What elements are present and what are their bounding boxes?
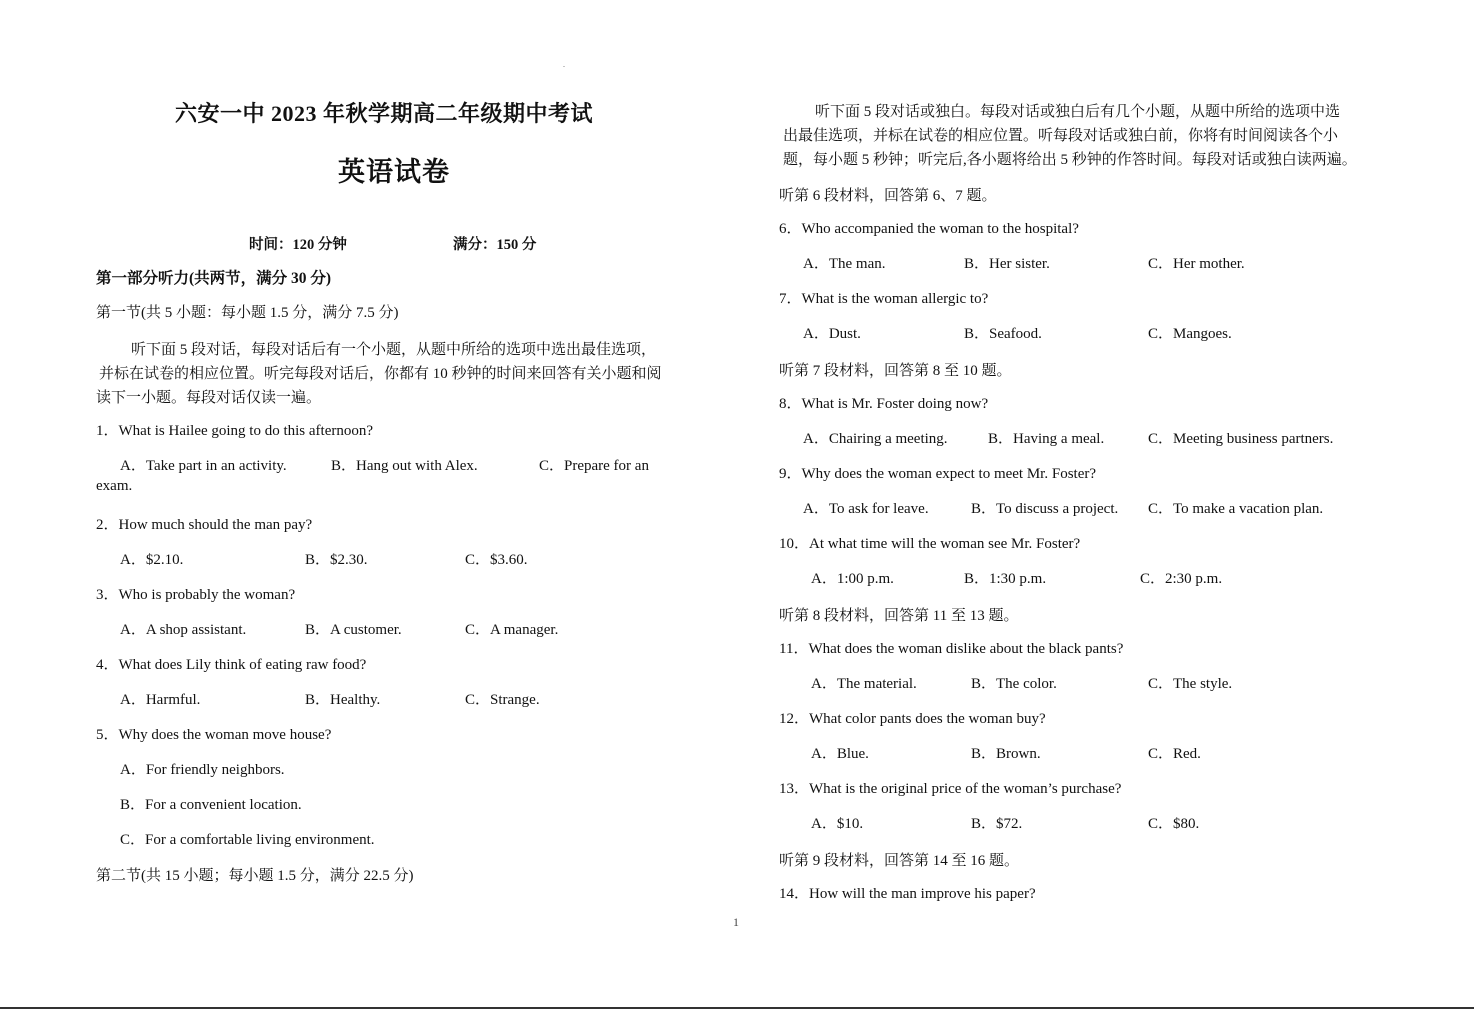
section2-instruction-line: 听下面 5 段对话或独白。每段对话或独白后有几个小题，从题中所给的选项中选 xyxy=(815,104,1341,120)
answer-option: B．$72. xyxy=(971,816,1023,832)
answer-option: C．$80. xyxy=(1148,816,1200,832)
exam-title: 六安一中 2023 年秋学期高二年级期中考试 xyxy=(175,101,594,126)
answer-option: C．2:30 p.m. xyxy=(1140,571,1223,587)
section2-instruction-line: 题，每小题 5 秒钟；听完后,各小题将给出 5 秒钟的作答时间。每段对话或独白读两遍。 xyxy=(783,152,1357,168)
section1-heading: 第一节(共 5 小题：每小题 1.5 分，满分 7.5 分) xyxy=(96,305,399,321)
answer-option-wrap: exam. xyxy=(96,478,133,494)
question-stem: 2．How much should the man pay? xyxy=(96,517,313,533)
answer-option: C．$3.60. xyxy=(465,552,528,568)
answer-option: A．The man. xyxy=(803,256,886,272)
question-stem: 10．At what time will the woman see Mr. Foster? xyxy=(779,536,1081,552)
answer-option: A．$10. xyxy=(811,816,864,832)
question-stem: 3．Who is probably the woman? xyxy=(96,587,296,603)
answer-option: A．$2.10. xyxy=(120,552,184,568)
answer-option: A．Dust. xyxy=(803,326,861,342)
section1-instruction-line: 读下一小题。每段对话仅读一遍。 xyxy=(96,390,322,406)
answer-option: A．For friendly neighbors. xyxy=(120,762,285,778)
section1-instruction-line: 听下面 5 段对话，每段对话后有一个小题，从题中所给的选项中选出最佳选项， xyxy=(131,342,657,358)
answer-option: B．To discuss a project. xyxy=(971,501,1119,517)
answer-option: C．For a comfortable living environment. xyxy=(120,832,375,848)
material-heading: 听第 6 段材料，回答第 6、7 题。 xyxy=(779,188,997,204)
section2-instruction-line: 出最佳选项，并标在试卷的相应位置。听每段对话或独白前，你将有时间阅读各个小 xyxy=(783,128,1339,144)
answer-option: B．A customer. xyxy=(305,622,402,638)
answer-option: A．A shop assistant. xyxy=(120,622,247,638)
answer-option: B．The color. xyxy=(971,676,1057,692)
answer-option: B．Having a meal. xyxy=(988,431,1105,447)
question-stem: 5．Why does the woman move house? xyxy=(96,727,332,743)
answer-option: B．Hang out with Alex. xyxy=(331,458,478,474)
answer-option: C．A manager. xyxy=(465,622,559,638)
answer-option: C．Her mother. xyxy=(1148,256,1245,272)
page-number: 1 xyxy=(733,915,739,929)
part1-heading: 第一部分听力(共两节，满分 30 分) xyxy=(96,270,332,287)
material-heading: 听第 9 段材料，回答第 14 至 16 题。 xyxy=(779,853,1020,869)
answer-option: C．Red. xyxy=(1148,746,1201,762)
answer-option: A．1:00 p.m. xyxy=(811,571,894,587)
answer-option: C．Prepare for an xyxy=(539,458,649,474)
question-stem: 1．What is Hailee going to do this afternoon? xyxy=(96,423,374,439)
question-stem: 11．What does the woman dislike about the black pants? xyxy=(779,641,1124,657)
answer-option: A．The material. xyxy=(811,676,917,692)
answer-option: B．Brown. xyxy=(971,746,1041,762)
answer-option: A．Harmful. xyxy=(120,692,201,708)
answer-option: A．Chairing a meeting. xyxy=(803,431,948,447)
answer-option: B．For a convenient location. xyxy=(120,797,302,813)
section1-instruction-line: 并标在试卷的相应位置。听完每段对话后，你都有 10 秒钟的时间来回答有关小题和阅 xyxy=(99,366,662,382)
answer-option: C．Meeting business partners. xyxy=(1148,431,1334,447)
answer-option: A．Take part in an activity. xyxy=(120,458,287,474)
answer-option: B．Healthy. xyxy=(305,692,381,708)
answer-option: A．Blue. xyxy=(811,746,869,762)
question-stem: 8．What is Mr. Foster doing now? xyxy=(779,396,989,412)
answer-option: C．Mangoes. xyxy=(1148,326,1232,342)
answer-option: B．Her sister. xyxy=(964,256,1050,272)
answer-option: C．To make a vacation plan. xyxy=(1148,501,1324,517)
exam-full-score: 满分：150 分 xyxy=(453,237,537,253)
answer-option: C．Strange. xyxy=(465,692,540,708)
exam-subtitle: 英语试卷 xyxy=(338,157,450,187)
question-stem: 13．What is the original price of the woman’s purchase? xyxy=(779,781,1122,797)
answer-option: B．1:30 p.m. xyxy=(964,571,1047,587)
question-stem: 9．Why does the woman expect to meet Mr. Foster? xyxy=(779,466,1097,482)
answer-option: B．$2.30. xyxy=(305,552,368,568)
answer-option: C．The style. xyxy=(1148,676,1233,692)
answer-option: B．Seafood. xyxy=(964,326,1042,342)
question-stem: 4．What does Lily think of eating raw food? xyxy=(96,657,367,673)
question-stem: 6．Who accompanied the woman to the hospital? xyxy=(779,221,1079,237)
question-stem: 12．What color pants does the woman buy? xyxy=(779,711,1046,727)
question-stem: 7．What is the woman allergic to? xyxy=(779,291,989,307)
material-heading: 听第 7 段材料，回答第 8 至 10 题。 xyxy=(779,363,1012,379)
top-mark: . xyxy=(563,60,565,69)
question-stem: 14．How will the man improve his paper? xyxy=(779,886,1036,902)
exam-time: 时间：120 分钟 xyxy=(249,237,347,253)
section2-heading: 第二节(共 15 小题；每小题 1.5 分，满分 22.5 分) xyxy=(96,868,414,884)
answer-option: A．To ask for leave. xyxy=(803,501,929,517)
material-heading: 听第 8 段材料，回答第 11 至 13 题。 xyxy=(779,608,1019,624)
